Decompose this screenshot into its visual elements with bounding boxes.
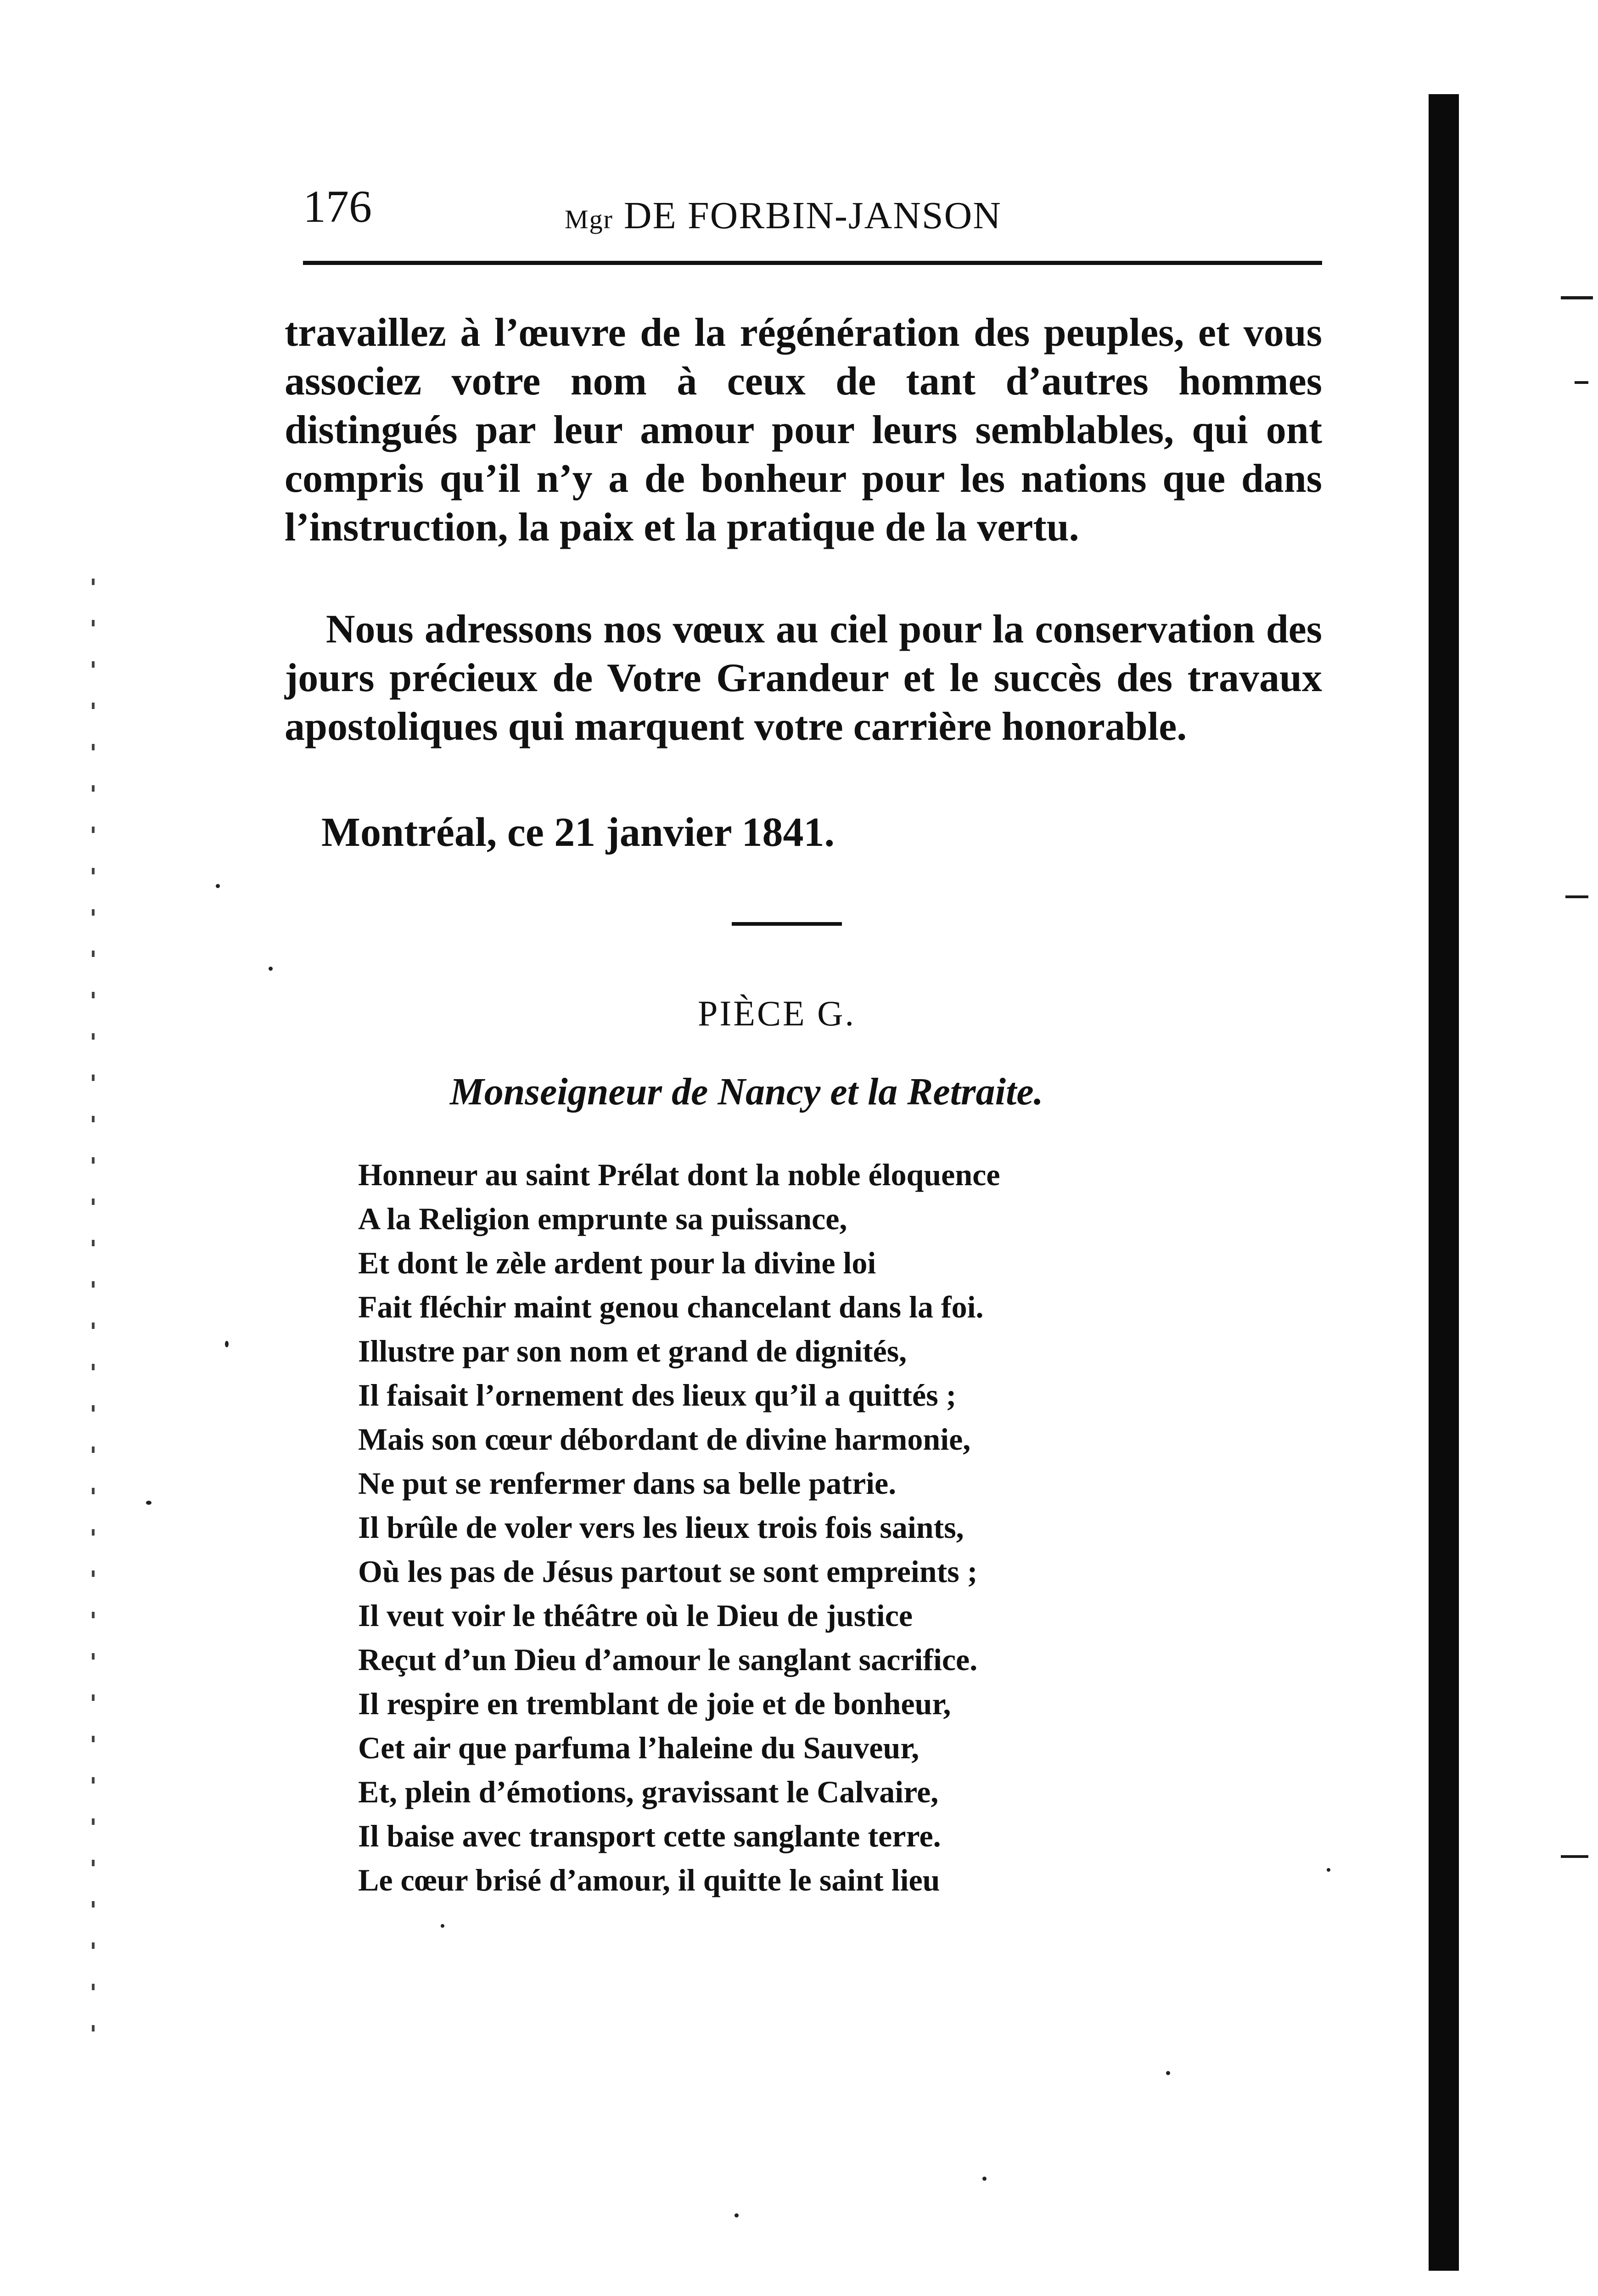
- poem-line: Où les pas de Jésus partout se sont empreints ;: [358, 1554, 978, 1589]
- poem-line: Et dont le zèle ardent pour la divine loi: [358, 1245, 876, 1280]
- poem-line: Il respire en tremblant de joie et de bonheur,: [358, 1686, 951, 1721]
- body-paragraph: travaillez à l’œuvre de la régénération des peuples, et vous associez votre nom à ceux de tant d’autres hommes distingués par leur amour pour leurs semblables, qui ont compris qu’il n’y a de bonheur pour les nations que dans l’instruction, la paix et la pratique de la vertu.: [285, 310, 1322, 550]
- ink-speck: [216, 884, 220, 888]
- poem-line: Il veut voir le théâtre où le Dieu de justice: [358, 1598, 913, 1633]
- page-edge-shadow: [1429, 94, 1459, 2271]
- ink-speck: [1327, 1868, 1330, 1872]
- ink-speck: [982, 2177, 987, 2181]
- poem: [358, 1153, 1138, 1902]
- edge-mark: [1561, 296, 1593, 299]
- poem-line: Et, plein d’émotions, gravissant le Calvaire,: [358, 1774, 939, 1809]
- poem-line: Illustre par son nom et grand de dignités,: [358, 1334, 907, 1368]
- edge-mark: [1575, 381, 1588, 384]
- running-title: [565, 194, 1002, 237]
- section-heading: PIÈCE G.: [698, 993, 856, 1033]
- poem-line: Ne put se renfermer dans sa belle patrie.: [358, 1466, 897, 1501]
- running-title-main: DE FORBIN-JANSON: [623, 194, 1002, 237]
- poem-line: A la Religion emprunte sa puissance,: [358, 1201, 847, 1236]
- ink-speck: [269, 967, 273, 971]
- ink-speck: [441, 1924, 444, 1928]
- margin-binding-marks: [92, 579, 95, 2048]
- page-number: 176: [303, 181, 372, 232]
- header-rule: [303, 261, 1322, 265]
- poem-line: Cet air que parfuma l’haleine du Sauveur,: [358, 1730, 920, 1765]
- page-header: [303, 181, 1322, 253]
- poem-line: Mais son cœur débordant de divine harmonie,: [358, 1422, 971, 1457]
- poem-line: Fait fléchir maint genou chancelant dans la foi.: [358, 1289, 984, 1324]
- ink-speck: [735, 2213, 739, 2217]
- poem-line: Reçut d’un Dieu d’amour le sanglant sacrifice.: [358, 1642, 978, 1677]
- edge-mark: [1561, 1855, 1588, 1858]
- ink-speck: [1166, 2071, 1170, 2075]
- poem-line: Le cœur brisé d’amour, il quitte le saint lieu: [358, 1863, 940, 1897]
- poem-line: Il baise avec transport cette sanglante terre.: [358, 1818, 941, 1853]
- edge-mark: [1565, 895, 1588, 898]
- ink-speck: [225, 1341, 229, 1347]
- running-title-prefix: Mgr: [565, 204, 613, 234]
- ink-speck: [146, 1501, 151, 1505]
- dateline: Montréal, ce 21 janvier 1841.: [321, 810, 835, 855]
- body-paragraph: Nous adressons nos vœux au ciel pour la conservation des jours précieux de Votre Grandeur et le succès des travaux apostoliques qui marquent votre carrière honorable.: [285, 607, 1322, 749]
- poem-line: Honneur au saint Prélat dont la noble éloquence: [358, 1157, 1000, 1192]
- section-divider: [732, 922, 842, 926]
- poem-line: Il faisait l’ornement des lieux qu’il a quittés ;: [358, 1378, 957, 1412]
- poem-title: Monseigneur de Nancy et la Retraite.: [450, 1070, 1043, 1113]
- poem-line: Il brûle de voler vers les lieux trois fois saints,: [358, 1510, 964, 1545]
